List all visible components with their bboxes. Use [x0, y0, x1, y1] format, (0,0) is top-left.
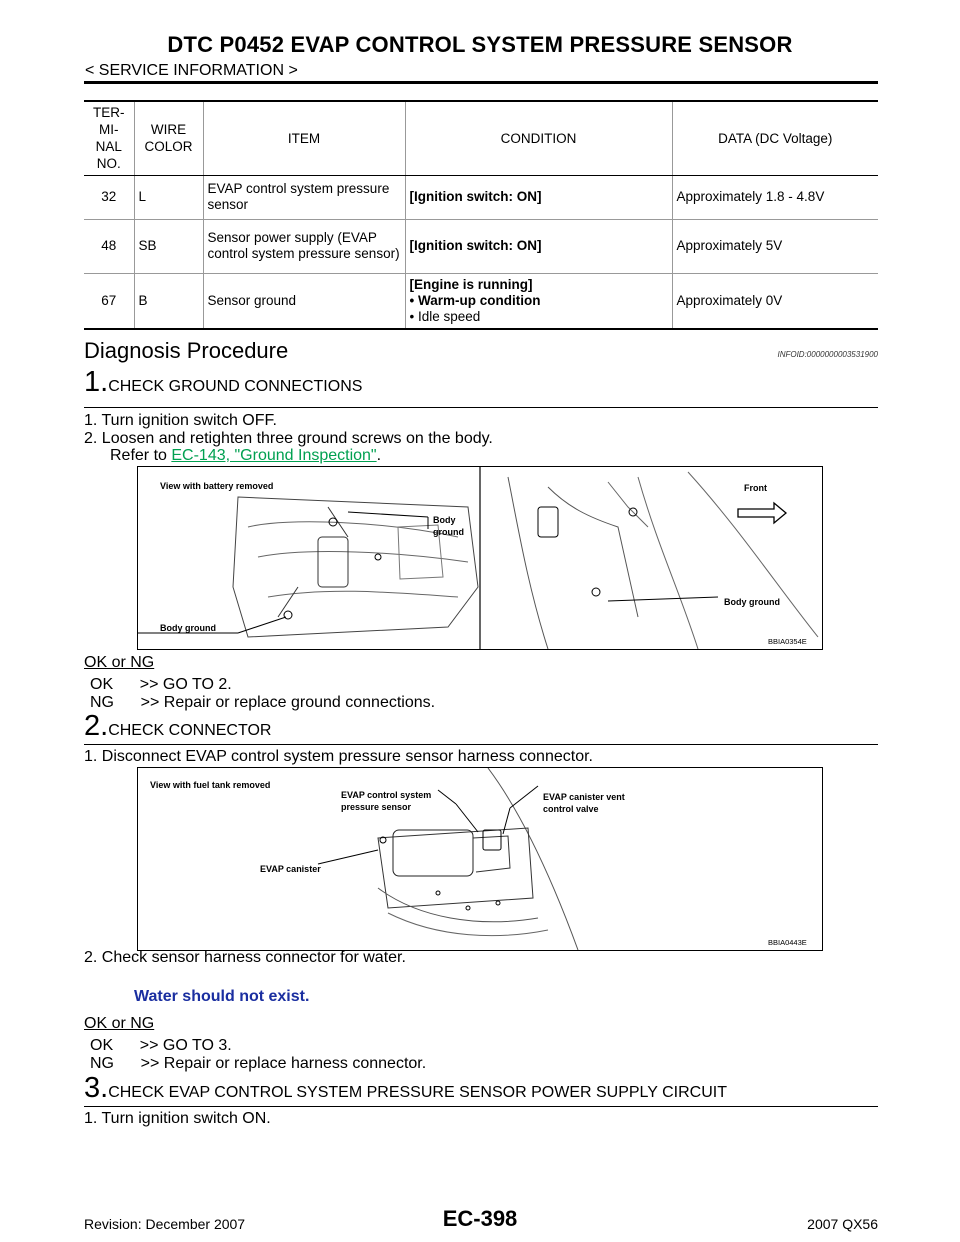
figure-label-canister: EVAP canister — [260, 864, 321, 874]
step-3-line-1: 1. Turn ignition switch ON. — [84, 1110, 271, 1127]
step-divider — [84, 744, 878, 745]
cell-data: Approximately 0V — [672, 273, 878, 329]
cell-condition: [Ignition switch: ON] — [405, 175, 672, 219]
section-label: < SERVICE INFORMATION > — [85, 62, 298, 79]
step-1-ok: OK >> GO TO 2. — [90, 676, 232, 693]
step-1-line-1: 1. Turn ignition switch OFF. — [84, 412, 277, 429]
step-2-line-1: 1. Disconnect EVAP control system pressure sensor harness connector. — [84, 748, 593, 765]
evap-canister-illustration — [138, 768, 822, 950]
figure-label-sensor-a: EVAP control system — [341, 790, 432, 800]
ok-or-ng-label: OK or NG — [84, 1015, 155, 1032]
page-number: EC-398 — [442, 1206, 518, 1231]
section-heading: Diagnosis Procedure — [84, 338, 289, 363]
figure-label-body-ground-b: ground — [433, 527, 464, 537]
spec-value: Water should not exist. — [134, 988, 310, 1005]
cell-wire: B — [134, 273, 203, 329]
step-3-heading: 3.CHECK EVAP CONTROL SYSTEM PRESSURE SENSOR POWER SUPPLY CIRCUIT — [84, 1072, 727, 1104]
cell-data: Approximately 1.8 - 4.8V — [672, 175, 878, 219]
footer-revision: Revision: December 2007 — [84, 1216, 246, 1232]
figure-label-body-ground-a: Body — [433, 515, 456, 525]
step-1-ng: NG >> Repair or replace ground connections. — [90, 694, 436, 711]
step-1-line-2: 2. Loosen and retighten three ground screws on the body. — [84, 430, 493, 447]
step-divider — [84, 1106, 878, 1107]
header-terminal: TER- MI- NAL NO. — [84, 101, 134, 175]
figure-label-vent-a: EVAP canister vent — [543, 792, 625, 802]
figure-label-body-ground-3: Body ground — [724, 597, 780, 607]
figure-label-sensor-b: pressure sensor — [341, 802, 412, 812]
header-divider — [84, 81, 878, 84]
cell-terminal: 32 — [84, 175, 134, 219]
step-1-heading: 1.CHECK GROUND CONNECTIONS — [84, 366, 363, 398]
figure-label-view: View with battery removed — [160, 481, 274, 491]
ok-or-ng-label: OK or NG — [84, 654, 155, 671]
footer-model: 2007 QX56 — [807, 1216, 878, 1232]
cell-condition: [Engine is running] • Warm-up condition • Idle speed — [405, 273, 672, 329]
figure-evap-canister — [137, 767, 823, 951]
cell-wire: L — [134, 175, 203, 219]
ground-inspection-link[interactable]: EC-143, "Ground Inspection" — [171, 447, 377, 464]
cell-data: Approximately 5V — [672, 219, 878, 273]
header-item: ITEM — [203, 101, 405, 175]
body-ground-illustration — [138, 467, 822, 649]
table-row — [84, 175, 878, 219]
figure-label-view: View with fuel tank removed — [150, 780, 271, 790]
terminal-table — [84, 100, 878, 330]
cell-terminal: 67 — [84, 273, 134, 329]
header-data: DATA (DC Voltage) — [672, 101, 878, 175]
figure-label-vent-b: control valve — [543, 804, 599, 814]
table-row — [84, 273, 878, 329]
table-row — [84, 219, 878, 273]
cell-item: Sensor ground — [203, 273, 405, 329]
cell-wire: SB — [134, 219, 203, 273]
cell-item: EVAP control system pressure sensor — [203, 175, 405, 219]
figure-body-ground — [137, 466, 823, 650]
cell-condition: [Ignition switch: ON] — [405, 219, 672, 273]
step-2-ng: NG >> Repair or replace harness connector. — [90, 1055, 427, 1072]
step-1-refer: Refer to EC-143, "Ground Inspection". — [110, 447, 382, 464]
figure-id: BBIA0354E — [768, 637, 807, 646]
step-divider — [84, 407, 878, 408]
cell-terminal: 48 — [84, 219, 134, 273]
info-id: INFOID:0000000003531900 — [777, 350, 878, 359]
page-title: DTC P0452 EVAP CONTROL SYSTEM PRESSURE SENSOR — [167, 32, 793, 57]
header-condition: CONDITION — [405, 101, 672, 175]
header-wire-color: WIRE COLOR — [134, 101, 203, 175]
step-2-heading: 2.CHECK CONNECTOR — [84, 710, 272, 742]
step-2-ok: OK >> GO TO 3. — [90, 1037, 232, 1054]
figure-label-body-ground-2: Body ground — [160, 623, 216, 633]
cell-item: Sensor power supply (EVAP control system pressure sensor) — [203, 219, 405, 273]
figure-id: BBIA0443E — [768, 938, 807, 947]
step-2-line-2: 2. Check sensor harness connector for water. — [84, 949, 406, 966]
figure-label-front: Front — [744, 483, 767, 493]
